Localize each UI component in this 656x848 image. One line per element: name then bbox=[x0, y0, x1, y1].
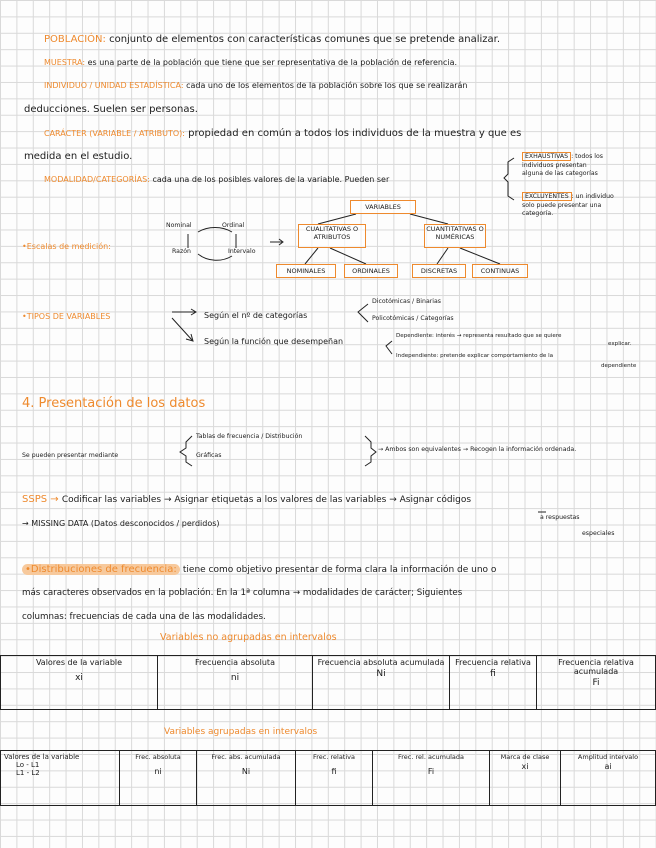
escala-ordinal: Ordinal bbox=[222, 222, 245, 229]
t2-header-6: Amplitud intervalo bbox=[577, 753, 639, 761]
t1-col-abs bbox=[158, 656, 313, 710]
table2-title: Variables agrupadas en intervalos bbox=[164, 727, 318, 737]
escala-nominal: Nominal bbox=[166, 222, 192, 229]
t2-col-abs-acum bbox=[197, 751, 296, 806]
t1-symbol-4: Fi bbox=[592, 678, 600, 688]
spss-missing: → MISSING DATA (Datos desconocidos / perdidos) bbox=[22, 519, 220, 528]
def-modalidad bbox=[44, 175, 389, 184]
t2-header-2: Frec. abs. acumulada bbox=[211, 753, 281, 761]
dist-text-2: más caracteres observados en la población. En la 1ª columna → modalidades de carácter; Siguientes bbox=[22, 588, 463, 598]
text-individuo: cada uno de los elementos de la población sobre los que se realizarán bbox=[186, 81, 468, 90]
t1-symbol-0: xi bbox=[75, 673, 83, 683]
text-modalidad: cada una de los posibles valores de la variable. Pueden ser bbox=[152, 175, 390, 184]
section-intro: Se pueden presentar mediante bbox=[22, 452, 119, 459]
table1-title: Variables no agrupadas en intervalos bbox=[160, 632, 337, 643]
dist-text-3: columnas: frecuencias de cada una de las modalidades. bbox=[22, 612, 266, 622]
node-variables: VARIABLES bbox=[350, 200, 416, 214]
t2-symbol-3: fi bbox=[331, 767, 337, 776]
table-row bbox=[1, 751, 656, 806]
tipo-dicotomicas: Dicotómicas / Binarias bbox=[372, 298, 442, 305]
spss-text: Codificar las variables → Asignar etiquetas a los valores de las variables → Asignar códigos bbox=[61, 495, 472, 505]
node-continuas: CONTINUAS bbox=[472, 264, 528, 278]
exhaustivas-note bbox=[522, 153, 603, 179]
term-distribuciones: •Distribuciones de frecuencia: bbox=[22, 564, 180, 575]
t2-col-rel-acum bbox=[373, 751, 490, 806]
t1-col-rel-acum bbox=[537, 656, 656, 710]
t1-col-rel bbox=[450, 656, 537, 710]
text-caracter: propiedad en común a todos los individuos de la muestra y que es bbox=[188, 128, 522, 139]
term-individuo: INDIVIDUO / UNIDAD ESTADÍSTICA: bbox=[44, 81, 184, 90]
def-caracter bbox=[44, 128, 521, 139]
text-exhaustivas-3: alguna de las categorías bbox=[522, 170, 598, 177]
dist-line-1 bbox=[22, 564, 496, 575]
tipo-independiente: Independiente: pretende explicar comportamiento de la bbox=[396, 353, 554, 359]
t2-header-0: Valores de la variable bbox=[4, 753, 80, 761]
t2-col-marca bbox=[490, 751, 561, 806]
option-graficas: Gráficas bbox=[196, 452, 222, 459]
t2-symbol-1: ni bbox=[154, 767, 162, 776]
text-excluyentes-3: categoría. bbox=[522, 210, 554, 217]
term-caracter: CARÁCTER (VARIABLE / ATRIBUTO): bbox=[44, 129, 185, 138]
t2-header-5: Marca de clase bbox=[500, 753, 550, 761]
term-poblacion: POBLACIÓN: bbox=[44, 34, 106, 45]
table-no-agrupadas bbox=[0, 655, 656, 710]
spss-respuestas: a respuestas bbox=[540, 514, 580, 521]
t2-symbol-5: xi bbox=[521, 762, 529, 771]
tipo-independiente-2: dependiente bbox=[601, 363, 637, 369]
section-note: → Ambos son equivalentes → Recogen la información ordenada. bbox=[378, 446, 577, 453]
def-muestra bbox=[44, 58, 457, 67]
term-excluyentes: EXCLUYENTES bbox=[522, 192, 572, 201]
node-cuantitativas: CUANTITATIVAS O NUMÉRICAS bbox=[424, 224, 486, 248]
def-individuo bbox=[44, 81, 467, 90]
text-excluyentes-2: solo puede presentar una bbox=[522, 201, 602, 209]
text-exhaustivas: : todos los bbox=[571, 153, 603, 160]
t1-header-4: Frecuencia relativa acumulada bbox=[558, 658, 634, 676]
t2-col-valores bbox=[1, 751, 120, 806]
text-excluyentes: : un individuo bbox=[571, 193, 614, 200]
escalas-label: •Escalas de medición: bbox=[22, 242, 111, 251]
text-caracter-2: medida en el estudio. bbox=[24, 151, 133, 162]
term-muestra: MUESTRA: bbox=[44, 58, 86, 67]
def-poblacion bbox=[44, 34, 500, 45]
option-tablas: Tablas de frecuencia / Distribución bbox=[196, 433, 303, 440]
t2-symbol-4: Fi bbox=[427, 767, 435, 776]
node-nominales: NOMINALES bbox=[276, 264, 336, 278]
node-discretas: DISCRETAS bbox=[412, 264, 466, 278]
spss-especiales: especiales bbox=[582, 530, 615, 537]
node-cualitativas: CUALITATIVAS O ATRIBUTOS bbox=[298, 224, 366, 248]
text-poblacion: conjunto de elementos con características comunes que se pretende analizar. bbox=[109, 34, 501, 45]
tipo-dependiente: Dependiente: interés → representa resultado que se quiere bbox=[396, 333, 562, 339]
t2-header-4: Frec. rel. acumulada bbox=[398, 753, 464, 761]
t1-col-abs-acum bbox=[313, 656, 450, 710]
term-modalidad: MODALIDAD/CATEGORÍAS: bbox=[44, 175, 150, 184]
t1-header-3: Frecuencia relativa bbox=[455, 658, 531, 667]
t1-symbol-2: Ni bbox=[376, 669, 386, 679]
text-individuo-2: deducciones. Suelen ser personas. bbox=[24, 104, 198, 115]
spss-label: SSPS → bbox=[22, 494, 59, 505]
escala-intervalo: Intervalo bbox=[228, 248, 256, 255]
excluyentes-note bbox=[522, 193, 614, 219]
tipos-label: •TIPOS DE VARIABLES bbox=[22, 312, 111, 321]
t2-col-rel bbox=[296, 751, 373, 806]
section-title: 4. Presentación de los datos bbox=[22, 396, 206, 411]
text-muestra: es una parte de la población que tiene que ser representativa de la población de referencia. bbox=[87, 58, 458, 67]
t2-symbol-2: Ni bbox=[241, 767, 251, 776]
t1-symbol-1: ni bbox=[230, 673, 240, 683]
t1-header-0: Valores de la variable bbox=[35, 658, 123, 667]
term-exhaustivas: EXHAUSTIVAS bbox=[522, 152, 571, 161]
t1-col-valores bbox=[1, 656, 158, 710]
t1-header-2: Frecuencia absoluta acumulada bbox=[317, 658, 445, 667]
t1-symbol-3: fi bbox=[490, 669, 496, 679]
t2-symbol-6: ai bbox=[604, 762, 612, 771]
t2-header-3: Frec. relativa bbox=[312, 753, 355, 761]
table-agrupadas bbox=[0, 750, 656, 806]
t1-header-1: Frecuencia absoluta bbox=[195, 658, 275, 667]
t2-header-1: Frec. absoluta bbox=[135, 753, 181, 761]
tipo-policotomicas: Policotómicas / Categorías bbox=[372, 315, 454, 322]
node-ordinales: ORDINALES bbox=[344, 264, 398, 278]
segun-categorias: Según el nº de categorías bbox=[204, 311, 308, 320]
dist-text-1: tiene como objetivo presentar de forma clara la información de uno o bbox=[182, 565, 497, 575]
escala-razon: Razón bbox=[172, 248, 191, 255]
t2-col-abs bbox=[120, 751, 197, 806]
segun-funcion: Según la función que desempeñan bbox=[204, 337, 344, 346]
table-row bbox=[1, 656, 656, 710]
t2-col-amplitud bbox=[561, 751, 656, 806]
text-exhaustivas-2: individuos presentan bbox=[522, 161, 587, 169]
t2-row-1: L1 - L2 bbox=[16, 769, 40, 777]
tipo-dependiente-2: explicar. bbox=[608, 341, 632, 347]
spss-line bbox=[22, 494, 471, 505]
t2-row-0: Lo - L1 bbox=[16, 761, 40, 769]
